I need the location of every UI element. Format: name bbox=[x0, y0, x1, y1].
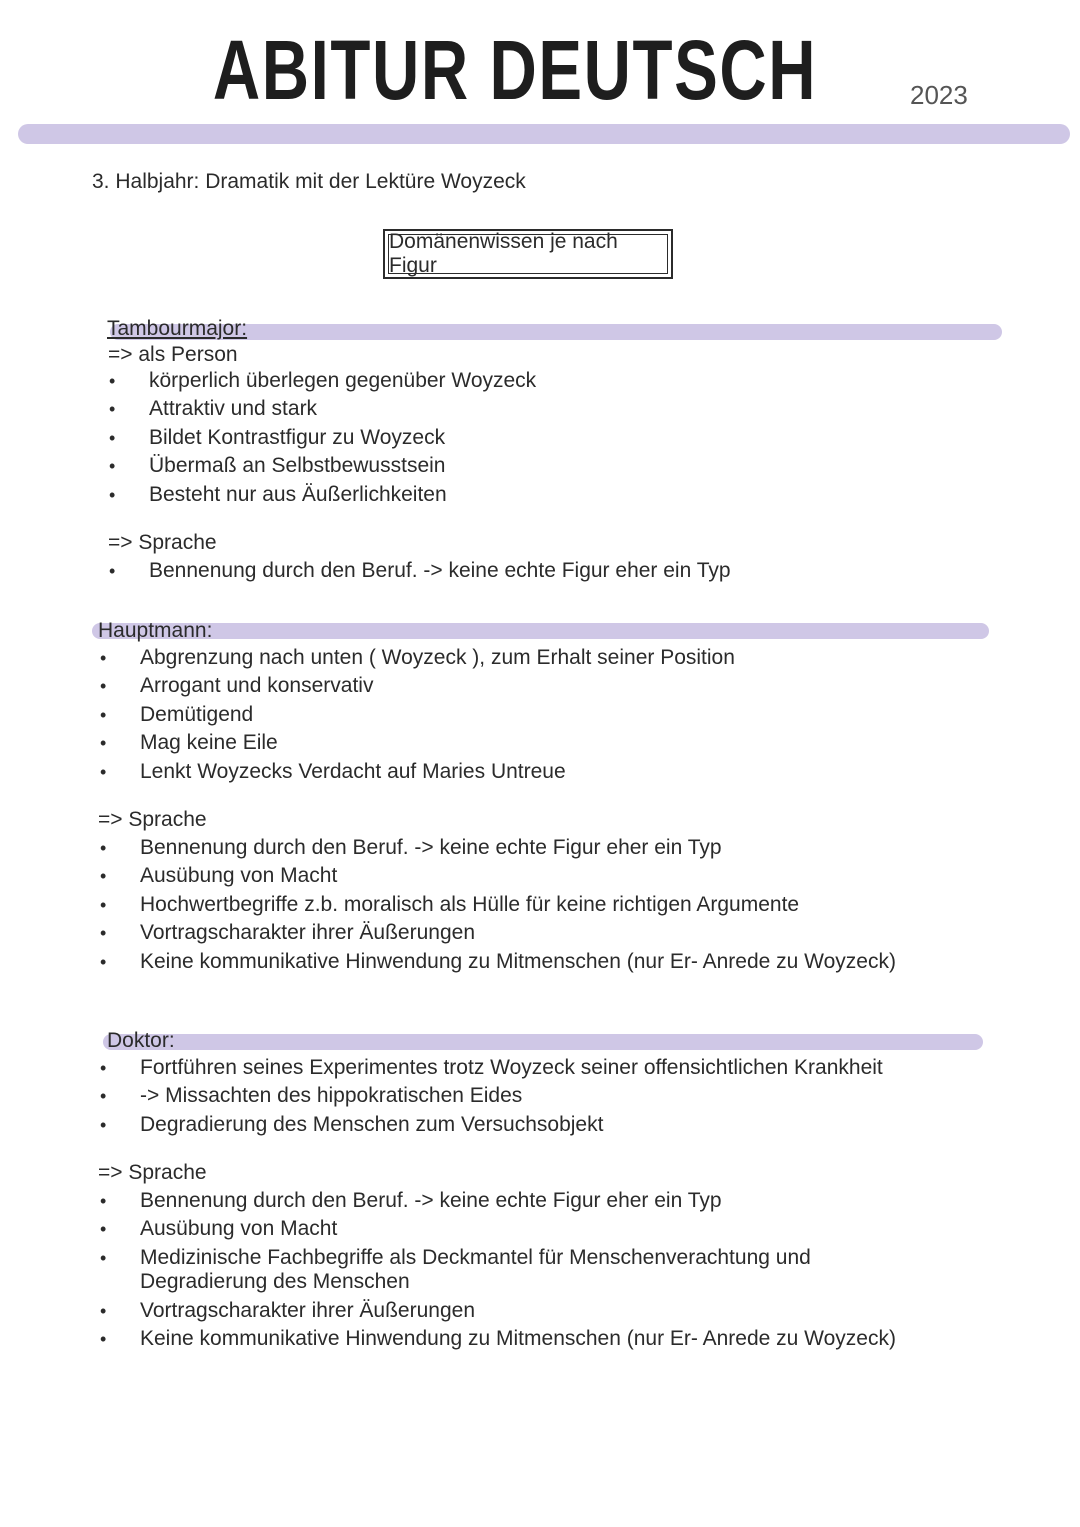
list-item: • Arrogant und konservativ bbox=[100, 674, 374, 698]
hauptmann-sprache-label: => Sprache bbox=[98, 808, 207, 831]
list-item: • Bennenung durch den Beruf. -> keine echte Figur eher ein Typ bbox=[100, 836, 722, 859]
list-item: • -> Missachten des hippokratischen Eides bbox=[100, 1084, 523, 1108]
header-highlight-bar bbox=[18, 124, 1070, 144]
tambourmajor-person-list bbox=[109, 367, 537, 509]
list-item: • Besteht nur aus Äußerlichkeiten bbox=[109, 482, 447, 506]
list-item: • Lenkt Woyzecks Verdacht auf Maries Untreue bbox=[100, 759, 566, 783]
list-item: • Ausübung von Macht bbox=[100, 1217, 338, 1241]
doktor-highlight-bar bbox=[103, 1034, 983, 1050]
list-item: • Mag keine Eile bbox=[100, 731, 278, 755]
tambourmajor-sprache-list bbox=[109, 557, 731, 585]
list-item: • Bildet Kontrastfigur zu Woyzeck bbox=[109, 425, 446, 449]
subtitle: 3. Halbjahr: Dramatik mit der Lektüre Woyzeck bbox=[92, 170, 526, 193]
list-item: • Bennenung durch den Beruf. -> keine echte Figur eher ein Typ bbox=[109, 559, 731, 582]
list-item: • Bennenung durch den Beruf. -> keine echte Figur eher ein Typ bbox=[100, 1189, 722, 1212]
list-item: • Demütigend bbox=[100, 702, 254, 726]
list-item: • Abgrenzung nach unten ( Woyzeck ), zum Erhalt seiner Position bbox=[100, 646, 735, 669]
topic-box-label: Domänenwissen je nach Figur bbox=[388, 234, 668, 274]
year-label: 2023 bbox=[910, 80, 968, 110]
doktor-sprache-label: => Sprache bbox=[98, 1161, 207, 1184]
list-item: • körperlich überlegen gegenüber Woyzeck bbox=[109, 369, 537, 392]
doktor-heading: Doktor: bbox=[107, 1029, 175, 1052]
list-item: Degradierung des Menschen bbox=[140, 1270, 410, 1294]
list-item: • Hochwertbegriffe z.b. moralisch als Hülle für keine richtigen Argumente bbox=[100, 892, 800, 916]
list-item: • Medizinische Fachbegriffe als Deckmantel für Menschenverachtung und bbox=[100, 1245, 811, 1269]
list-item: • Degradierung des Menschen zum Versuchsobjekt bbox=[100, 1112, 604, 1136]
list-item: • Keine kommunikative Hinwendung zu Mitmenschen (nur Er- Anrede zu Woyzeck) bbox=[100, 1327, 896, 1351]
tambourmajor-person-label: => als Person bbox=[108, 343, 238, 366]
doktor-sprache-list bbox=[100, 1187, 896, 1353]
list-item: • Fortführen seines Experimentes trotz Woyzeck seiner offensichtlichen Krankheit bbox=[100, 1056, 883, 1079]
hauptmann-highlight-bar bbox=[92, 623, 989, 639]
page-title: ABITUR DEUTSCH bbox=[212, 23, 818, 117]
doktor-list bbox=[100, 1054, 883, 1139]
list-item: • Ausübung von Macht bbox=[100, 864, 338, 888]
list-item: • Übermaß an Selbstbewusstsein bbox=[109, 454, 446, 478]
hauptmann-list bbox=[100, 644, 735, 786]
list-item: • Vortragscharakter ihrer Äußerungen bbox=[100, 1298, 476, 1322]
tambourmajor-heading: Tambourmajor: bbox=[107, 317, 248, 340]
list-item: • Keine kommunikative Hinwendung zu Mitmenschen (nur Er- Anrede zu Woyzeck) bbox=[100, 949, 896, 973]
list-item: • Attraktiv und stark bbox=[109, 397, 318, 421]
topic-box bbox=[383, 229, 673, 279]
hauptmann-sprache-list bbox=[100, 834, 896, 976]
tambourmajor-sprache-label: => Sprache bbox=[108, 531, 217, 554]
list-item: • Vortragscharakter ihrer Äußerungen bbox=[100, 921, 476, 945]
hauptmann-heading: Hauptmann: bbox=[98, 619, 213, 642]
